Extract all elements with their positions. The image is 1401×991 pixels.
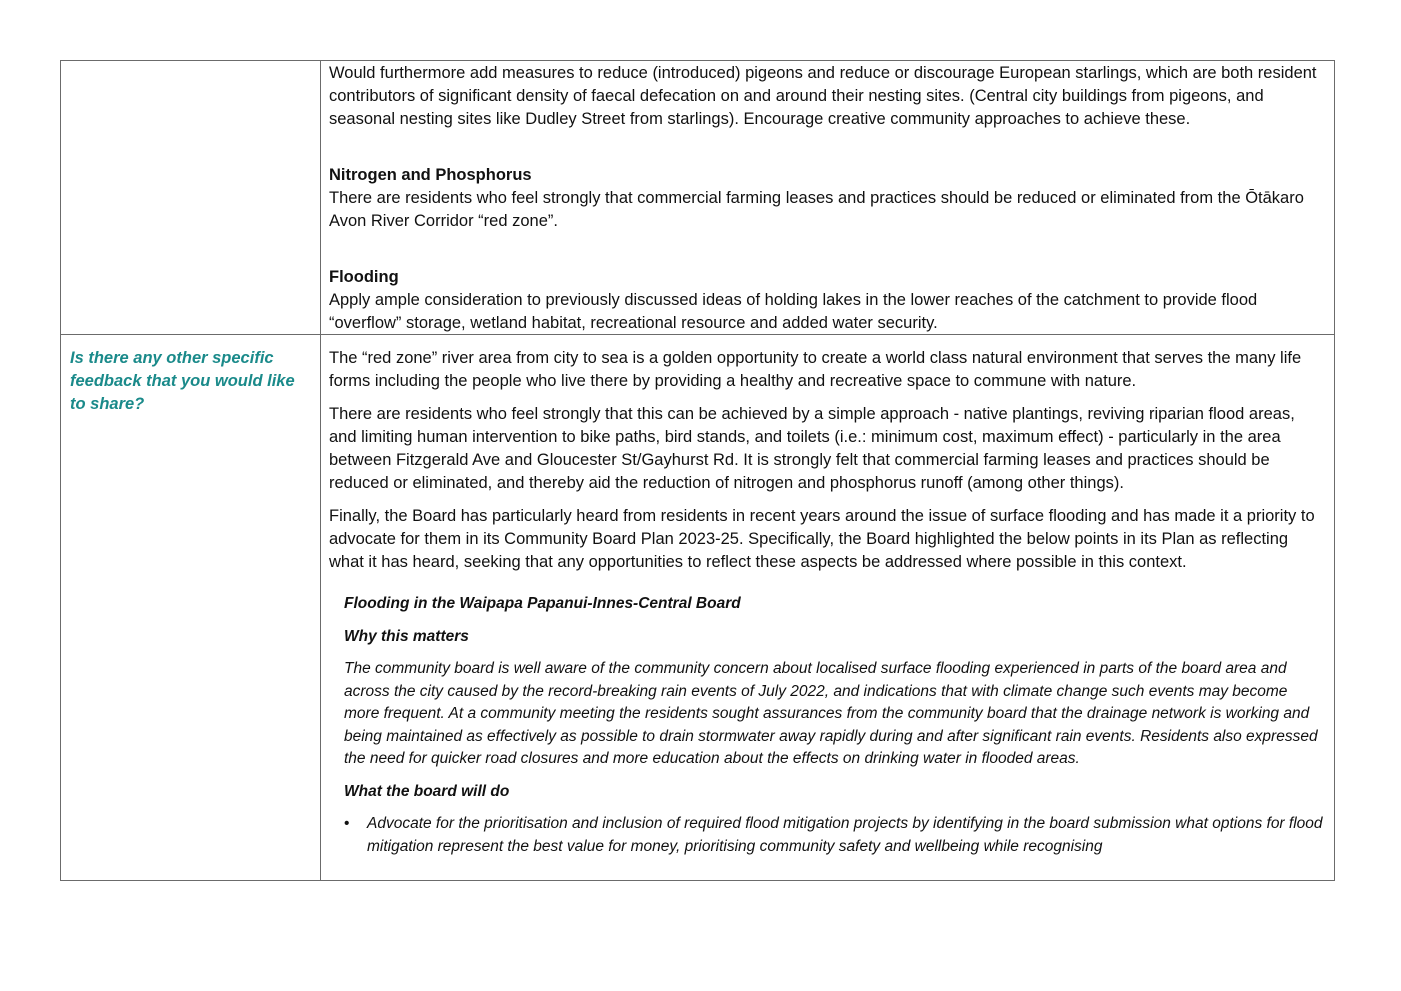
board-plan-excerpt bbox=[329, 584, 1326, 858]
bullet-icon: • bbox=[344, 815, 350, 832]
list-item bbox=[344, 813, 1326, 858]
question-text: Is there any other specific feedback that you would like to share? bbox=[70, 349, 295, 413]
board-plan-paragraph: Finally, the Board has particularly heard from residents in recent years around the issue of surface flooding and has made it a priority to advocate for them in its Community Board Plan 2023-25. Specifically, the Board highlighted the below points in its Plan as reflecting what it has heard, seeking that any opportunities to reflect these aspects be addressed where possible in this context. bbox=[329, 507, 1315, 571]
nitrogen-paragraph: There are residents who feel strongly that commercial farming leases and practices should be reduced or eliminated from the Ōtākaro Avon River Corridor “red zone”. bbox=[329, 189, 1304, 230]
simple-approach-paragraph: There are residents who feel strongly that this can be achieved by a simple approach - native plantings, reviving riparian flood areas, and limiting human intervention to bike paths, bird stands, and toilets (i.e.: minimum cost, maximum effect) - particularly in the area between Fitzgerald Ave and Gloucester St/Gayhurst Rd. It is strongly felt that commercial farming leases and practices should be reduced or eliminated, and thereby aid the reduction of nitrogen and phosphorus runoff (among other things). bbox=[329, 405, 1295, 492]
why-heading: Why this matters bbox=[344, 627, 469, 645]
table-row bbox=[61, 61, 1334, 334]
question-cell bbox=[61, 335, 321, 880]
answer-cell bbox=[321, 61, 1334, 334]
bullet-text: Advocate for the prioritisation and inclusion of required flood mitigation projects by identifying in the board submission what options for flood mitigation represent the best value for money, prioritising community safety and wellbeing while recognising bbox=[367, 815, 1323, 855]
nitrogen-heading: Nitrogen and Phosphorus bbox=[329, 166, 532, 184]
red-zone-paragraph: The “red zone” river area from city to sea is a golden opportunity to create a world class natural environment that serves the many life forms including the people who live there by providing a healthy and recreative space to commune with nature. bbox=[329, 349, 1302, 390]
intro-paragraph: Would furthermore add measures to reduce (introduced) pigeons and reduce or discourage European starlings, which are both resident contributors of significant density of faecal defecation on and around their nesting sites. (Central city buildings from pigeons, and seasonal nesting sites like Dudley Street from starlings). Encourage creative community approaches to achieve these. bbox=[329, 64, 1317, 128]
answer-cell bbox=[321, 335, 1334, 880]
why-paragraph: The community board is well aware of the community concern about localised surface flooding experienced in parts of the board area and across the city caused by the record-breaking rain events of July 2022, and indications that with climate change such events may become more frequent. At a community meeting the residents sought assurances from the community board that the drainage network is working and being maintained as effectively as possible to drain stormwater away rapidly during and after significant rain events. Residents also expressed the need for quicker road closures and more education about the effects on drinking water in flooded areas. bbox=[344, 660, 1318, 767]
what-heading: What the board will do bbox=[344, 782, 510, 800]
table-row bbox=[61, 334, 1334, 880]
flooding-paragraph: Apply ample consideration to previously discussed ideas of holding lakes in the lower reaches of the catchment to provide flood “overflow” storage, wetland habitat, recreational resource and added water security. bbox=[329, 291, 1258, 332]
question-cell-empty bbox=[61, 61, 321, 334]
feedback-table bbox=[60, 60, 1335, 881]
excerpt-title: Flooding in the Waipapa Papanui-Innes-Central Board bbox=[344, 595, 741, 612]
flooding-heading: Flooding bbox=[329, 268, 399, 286]
